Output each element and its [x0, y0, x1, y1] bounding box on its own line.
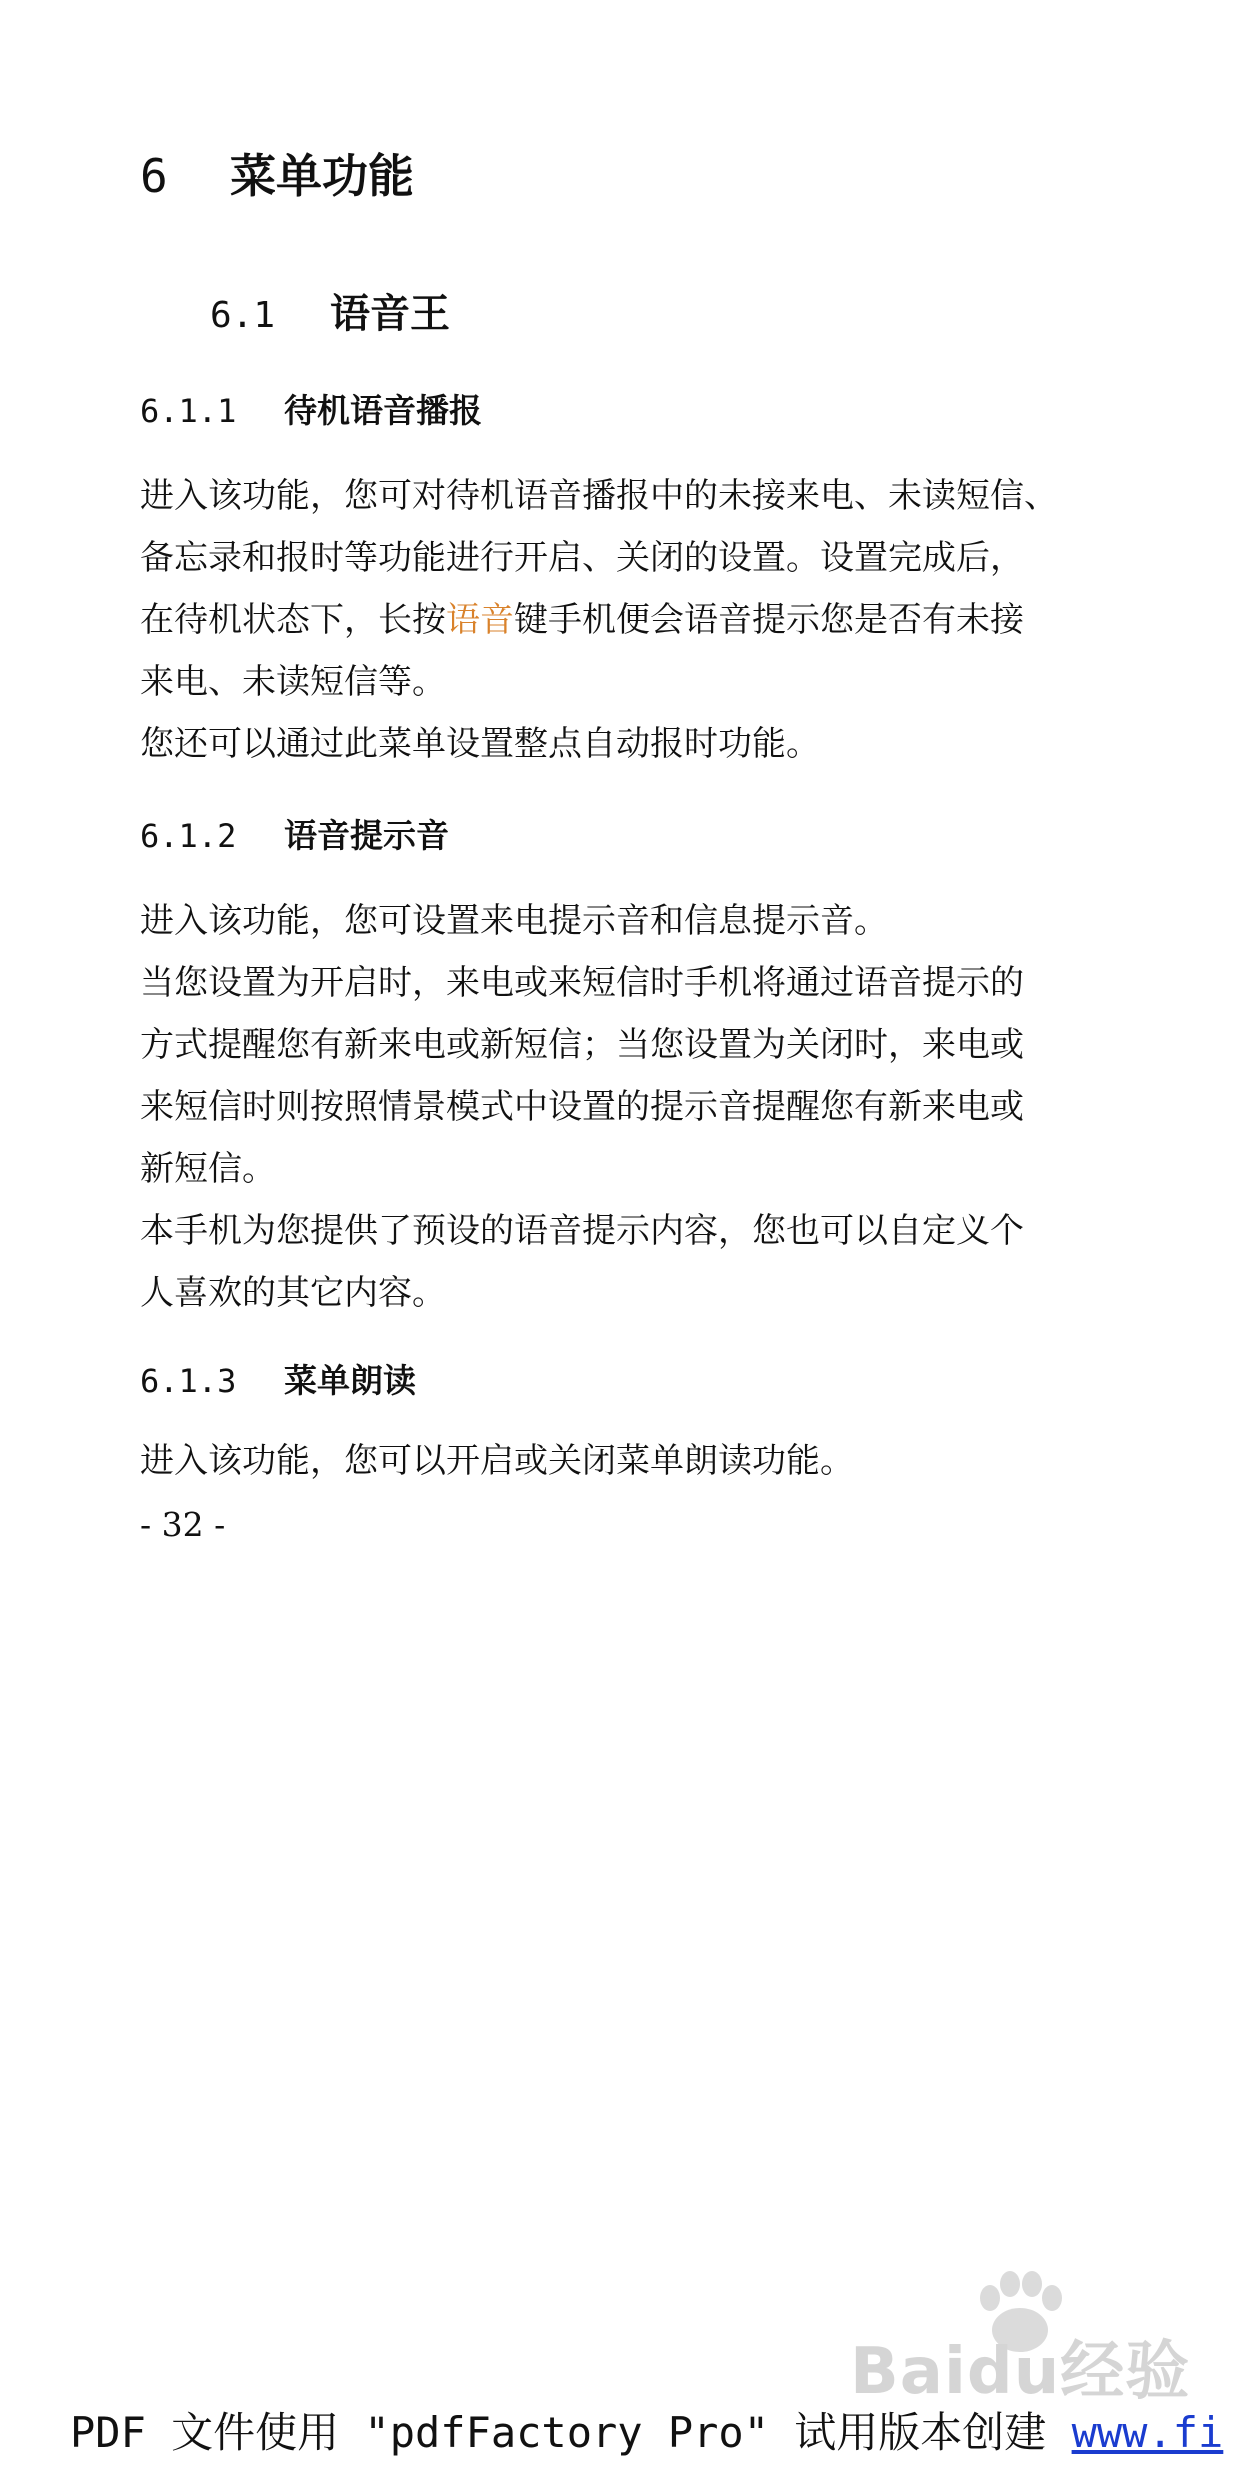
subsection-title: 菜单朗读 — [284, 1361, 416, 1400]
paragraph-6-1-1 — [140, 465, 1100, 775]
section-number: 6.1 — [210, 295, 276, 336]
text-line: 来短信时则按照情景模式中设置的提示音提醒您有新来电或 — [140, 1087, 1024, 1127]
section-heading — [210, 282, 450, 339]
chapter-heading — [140, 140, 414, 206]
subsection-number: 6.1.1 — [140, 392, 237, 430]
text-segment: 在待机状态下，长按 — [140, 600, 446, 640]
paragraph-6-1-3 — [140, 1430, 1100, 1492]
section-title: 语音王 — [330, 291, 450, 337]
paragraph-6-1-2 — [140, 890, 1100, 1324]
text-line: 新短信。 — [140, 1149, 276, 1189]
chapter-number: 6 — [140, 149, 168, 203]
subsection-heading-6-1-2 — [140, 810, 449, 857]
subsection-number: 6.1.2 — [140, 817, 237, 855]
text-line: 进入该功能，您可设置来电提示音和信息提示音。 — [140, 901, 888, 941]
text-line: 人喜欢的其它内容。 — [140, 1273, 446, 1313]
voice-key-highlight: 语音 — [446, 600, 514, 640]
subsection-heading-6-1-3 — [140, 1355, 416, 1402]
text-line: 方式提醒您有新来电或新短信；当您设置为关闭时，来电或 — [140, 1025, 1024, 1065]
text-line: 进入该功能，您可对待机语音播报中的未接来电、未读短信、 — [140, 476, 1058, 516]
text-line: 进入该功能，您可以开启或关闭菜单朗读功能。 — [140, 1441, 854, 1481]
footer-link[interactable]: www.fi — [1071, 2408, 1224, 2457]
text-line: 备忘录和报时等功能进行开启、关闭的设置。设置完成后， — [140, 538, 1024, 578]
text-line: 当您设置为开启时，来电或来短信时手机将通过语音提示的 — [140, 963, 1024, 1003]
text-line — [140, 589, 1100, 651]
subsection-number: 6.1.3 — [140, 1362, 237, 1400]
subsection-heading-6-1-1 — [140, 385, 482, 432]
watermark-text: Baidu经验 — [850, 2335, 1191, 2409]
subsection-title: 语音提示音 — [284, 816, 449, 855]
subsection-title: 待机语音播报 — [284, 391, 482, 430]
baidu-jingyan-watermark — [850, 2300, 1191, 2410]
text-segment: 键手机便会语音提示您是否有未接 — [514, 600, 1024, 640]
text-line: 本手机为您提供了预设的语音提示内容，您也可以自定义个 — [140, 1211, 1024, 1251]
footer-text: PDF 文件使用 "pdfFactory Pro" 试用版本创建 — [70, 2408, 1072, 2457]
text-line: 来电、未读短信等。 — [140, 662, 446, 702]
chapter-title: 菜单功能 — [230, 149, 414, 203]
text-line: 您还可以通过此菜单设置整点自动报时功能。 — [140, 724, 820, 764]
page-number: - 32 - — [140, 1505, 226, 1544]
pdf-footer — [70, 2400, 1223, 2460]
